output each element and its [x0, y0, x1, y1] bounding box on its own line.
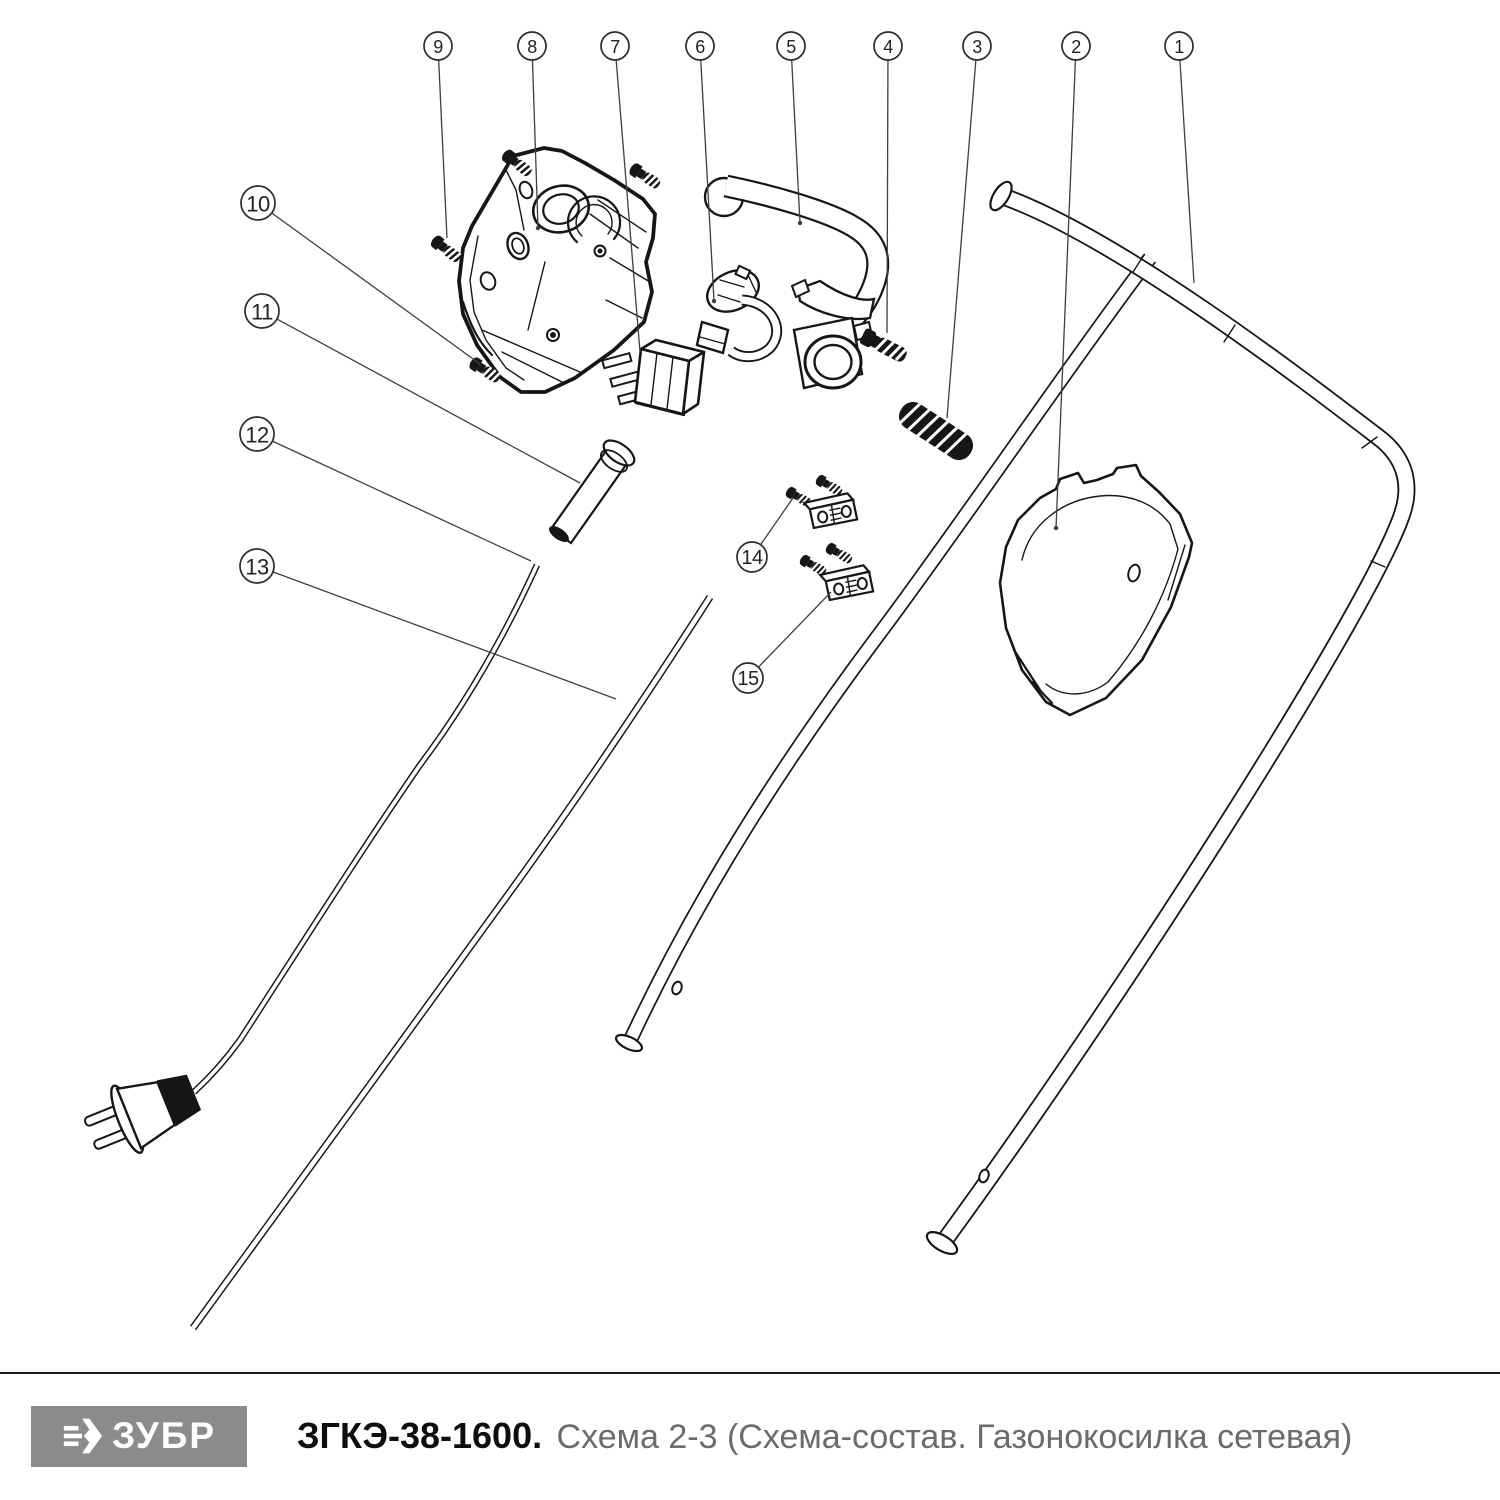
- schema-subtitle: Схема 2-3 (Схема-состав. Газонокосилка сетевая): [556, 1418, 1353, 1456]
- brand-text: ЗУБР: [111, 1415, 217, 1456]
- svg-text:14: 14: [741, 547, 763, 569]
- part-cable-clamp-15: [798, 541, 874, 600]
- tube-hole: [671, 980, 684, 995]
- svg-text:2: 2: [1071, 37, 1081, 57]
- callout-14: [737, 498, 793, 572]
- callout-9: [424, 32, 452, 238]
- schema-title: [297, 1415, 1352, 1457]
- zubr-arrow-icon: [62, 1415, 104, 1457]
- footer: [0, 1372, 1500, 1500]
- leader-line-10: [272, 213, 480, 364]
- brand-logo: [31, 1406, 247, 1467]
- svg-text:7: 7: [610, 37, 620, 57]
- part-screw-9: [429, 234, 463, 265]
- svg-text:6: 6: [695, 37, 705, 57]
- leader-line-3: [947, 60, 976, 418]
- svg-text:15: 15: [737, 668, 759, 690]
- callout-3: [947, 32, 991, 418]
- leader-line-2: [1056, 60, 1075, 528]
- part-switch: [602, 340, 704, 415]
- svg-text:8: 8: [527, 37, 537, 57]
- part-cable-holder: [697, 262, 777, 356]
- callout-12: [240, 417, 531, 561]
- callout-13: [240, 549, 616, 699]
- part-sleeve: [546, 436, 638, 546]
- leader-line-9: [439, 60, 447, 238]
- part-spring: [893, 396, 978, 466]
- svg-text:4: 4: [883, 37, 893, 57]
- svg-text:5: 5: [786, 37, 796, 57]
- part-screw-top-right: [627, 162, 662, 191]
- callout-10: [241, 186, 480, 364]
- svg-text:11: 11: [251, 299, 273, 325]
- leader-line-12: [272, 441, 531, 561]
- callout-6: [686, 32, 716, 303]
- part-switch-cover: [1000, 465, 1192, 715]
- callout-1: [1165, 32, 1194, 283]
- svg-text:9: 9: [433, 37, 443, 57]
- part-upper-handle-bow: [924, 178, 1407, 1258]
- part-bolt: [859, 328, 909, 365]
- svg-text:1: 1: [1174, 37, 1184, 57]
- leader-line-6: [701, 60, 714, 301]
- leader-line-13: [273, 572, 616, 699]
- svg-text:13: 13: [245, 554, 269, 580]
- svg-text:10: 10: [246, 191, 270, 217]
- part-cable-clamp-14: [784, 473, 858, 528]
- leader-line-15: [758, 592, 831, 667]
- plug: [77, 1059, 208, 1168]
- svg-text:3: 3: [972, 37, 982, 57]
- footer-divider: [0, 1372, 1500, 1374]
- part-power-cable: [77, 565, 537, 1168]
- leader-line-14: [761, 498, 793, 545]
- callout-2: [1054, 32, 1090, 530]
- leader-line-4: [887, 60, 888, 333]
- svg-text:12: 12: [245, 422, 269, 448]
- schema-model: ЗГКЭ-38-1600.: [297, 1415, 543, 1456]
- part-rod: [193, 597, 710, 1328]
- leader-line-1: [1180, 60, 1194, 283]
- callout-15: [733, 592, 831, 693]
